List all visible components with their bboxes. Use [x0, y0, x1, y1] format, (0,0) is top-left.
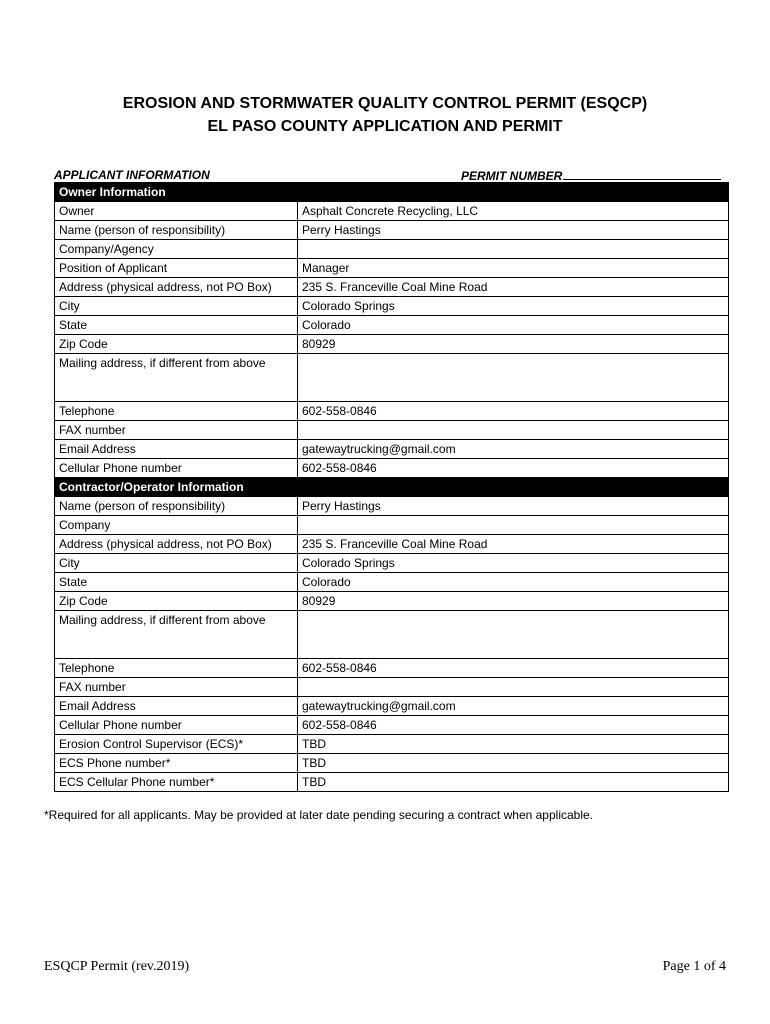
field-value[interactable] — [298, 611, 729, 659]
table-row — [55, 402, 729, 421]
table-row — [55, 278, 729, 297]
field-label: Position of Applicant — [55, 259, 298, 278]
field-value[interactable]: Asphalt Concrete Recycling, LLC — [298, 202, 729, 221]
table-row — [55, 716, 729, 735]
contractor-section-title: Contractor/Operator Information — [55, 478, 298, 497]
field-label: Cellular Phone number — [55, 459, 298, 478]
table-row — [55, 697, 729, 716]
field-value[interactable]: 602-558-0846 — [298, 459, 729, 478]
field-value[interactable] — [298, 516, 729, 535]
field-value[interactable]: gatewaytrucking@gmail.com — [298, 697, 729, 716]
owner-section-title: Owner Information — [55, 183, 298, 202]
table-row — [55, 335, 729, 354]
field-label: Erosion Control Supervisor (ECS)* — [55, 735, 298, 754]
permit-number-blank[interactable] — [563, 168, 721, 180]
field-label: FAX number — [55, 678, 298, 697]
field-label: Owner — [55, 202, 298, 221]
field-label: FAX number — [55, 421, 298, 440]
table-row — [55, 202, 729, 221]
field-label: Company/Agency — [55, 240, 298, 259]
table-row — [55, 592, 729, 611]
table-row — [55, 754, 729, 773]
field-value[interactable] — [298, 240, 729, 259]
table-row — [55, 297, 729, 316]
table-row — [55, 659, 729, 678]
field-value[interactable]: 80929 — [298, 592, 729, 611]
field-value[interactable]: Perry Hastings — [298, 221, 729, 240]
table-row — [55, 535, 729, 554]
field-label: State — [55, 573, 298, 592]
field-label: City — [55, 297, 298, 316]
document-title: EROSION AND STORMWATER QUALITY CONTROL PERMIT (ESQCP) — [122, 95, 648, 112]
field-label: Email Address — [55, 697, 298, 716]
table-row — [55, 497, 729, 516]
field-value[interactable]: 602-558-0846 — [298, 402, 729, 421]
field-value[interactable]: Colorado Springs — [298, 554, 729, 573]
field-value[interactable]: Colorado — [298, 316, 729, 335]
field-label: State — [55, 316, 298, 335]
table-row — [55, 421, 729, 440]
table-row — [55, 259, 729, 278]
field-value[interactable]: Colorado — [298, 573, 729, 592]
field-label: Mailing address, if different from above — [55, 354, 298, 402]
field-value[interactable]: 235 S. Franceville Coal Mine Road — [298, 535, 729, 554]
field-value[interactable]: 235 S. Franceville Coal Mine Road — [298, 278, 729, 297]
document-subtitle: EL PASO COUNTY APPLICATION AND PERMIT — [207, 118, 563, 135]
table-row — [55, 440, 729, 459]
field-label: City — [55, 554, 298, 573]
field-label: Zip Code — [55, 335, 298, 354]
table-row — [55, 773, 729, 792]
footer-page-number: Page 1 of 4 — [662, 959, 726, 974]
field-value[interactable] — [298, 678, 729, 697]
field-label: Email Address — [55, 440, 298, 459]
field-label: Name (person of responsibility) — [55, 497, 298, 516]
table-row — [55, 554, 729, 573]
field-value[interactable]: TBD — [298, 735, 729, 754]
table-row — [55, 240, 729, 259]
contractor-section-header — [55, 478, 729, 497]
required-note: *Required for all applicants. May be provided at later date pending securing a contract when applicable. — [44, 808, 593, 822]
field-label: Address (physical address, not PO Box) — [55, 278, 298, 297]
field-label: Address (physical address, not PO Box) — [55, 535, 298, 554]
field-label: Telephone — [55, 659, 298, 678]
table-row — [55, 678, 729, 697]
field-value[interactable]: Manager — [298, 259, 729, 278]
field-value[interactable]: gatewaytrucking@gmail.com — [298, 440, 729, 459]
applicant-table — [54, 182, 729, 792]
field-value[interactable]: 602-558-0846 — [298, 716, 729, 735]
field-value[interactable]: 80929 — [298, 335, 729, 354]
field-label: Company — [55, 516, 298, 535]
field-value[interactable]: TBD — [298, 773, 729, 792]
field-label: Cellular Phone number — [55, 716, 298, 735]
field-value[interactable] — [298, 354, 729, 402]
table-row — [55, 354, 729, 402]
field-label: Telephone — [55, 402, 298, 421]
permit-number-label: PERMIT NUMBER — [461, 169, 563, 183]
table-row — [55, 573, 729, 592]
field-label: Name (person of responsibility) — [55, 221, 298, 240]
field-label: Zip Code — [55, 592, 298, 611]
table-row — [55, 735, 729, 754]
table-row — [55, 221, 729, 240]
field-label: ECS Phone number* — [55, 754, 298, 773]
field-value[interactable]: Colorado Springs — [298, 297, 729, 316]
table-row — [55, 516, 729, 535]
field-value[interactable]: Perry Hastings — [298, 497, 729, 516]
table-row — [55, 611, 729, 659]
field-value[interactable]: 602-558-0846 — [298, 659, 729, 678]
field-label: Mailing address, if different from above — [55, 611, 298, 659]
field-value[interactable] — [298, 421, 729, 440]
field-label: ECS Cellular Phone number* — [55, 773, 298, 792]
permit-number-field[interactable] — [461, 168, 721, 183]
field-value[interactable]: TBD — [298, 754, 729, 773]
table-row — [55, 459, 729, 478]
table-row — [55, 316, 729, 335]
owner-section-header — [55, 183, 729, 202]
footer-form-revision: ESQCP Permit (rev.2019) — [44, 959, 190, 974]
applicant-info-heading: APPLICANT INFORMATION — [54, 168, 210, 182]
